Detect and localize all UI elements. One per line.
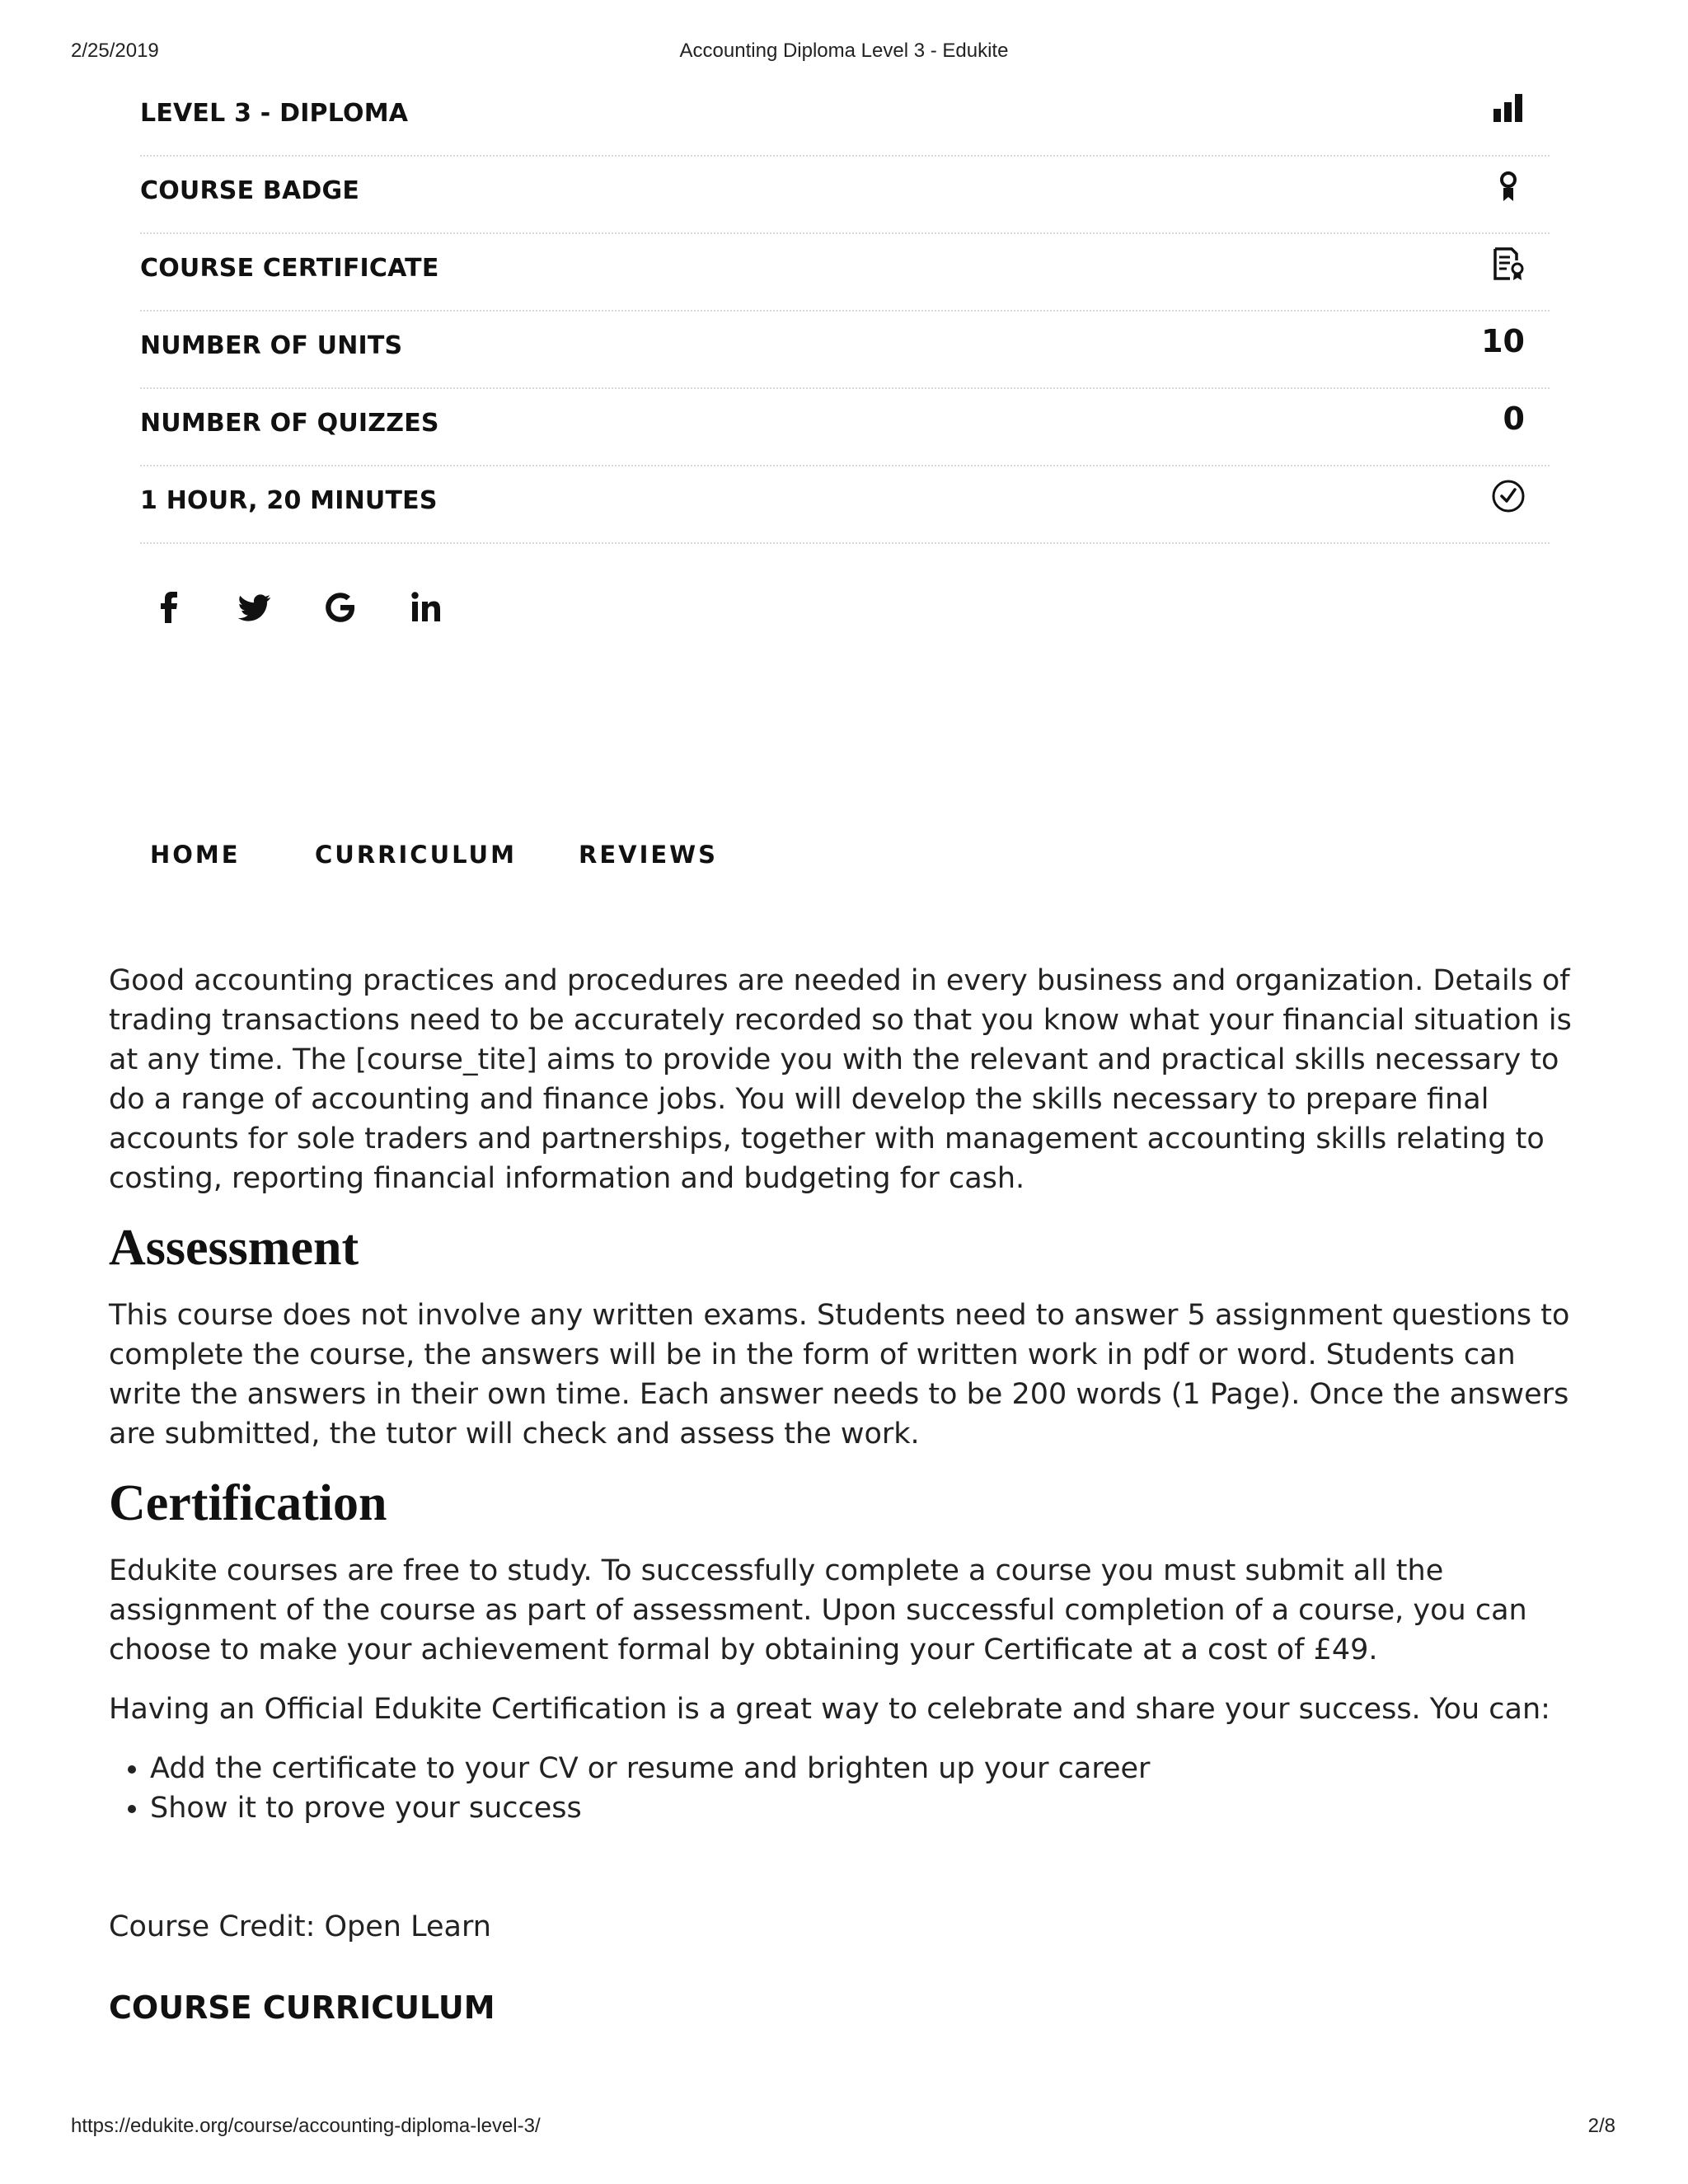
course-level-label: LEVEL 3 - DIPLOMA bbox=[140, 99, 409, 128]
assessment-heading: Assessment bbox=[109, 1220, 359, 1276]
facebook-icon[interactable] bbox=[148, 587, 190, 628]
certification-heading: Certification bbox=[109, 1475, 387, 1531]
number-of-units-value: 10 bbox=[1481, 323, 1525, 359]
course-credit: Course Credit: Open Learn bbox=[109, 1910, 491, 1943]
course-curriculum-heading: COURSE CURRICULUM bbox=[109, 1990, 495, 2026]
tab-curriculum[interactable]: CURRICULUM bbox=[315, 841, 517, 869]
course-description bbox=[109, 961, 1576, 2026]
certification-paragraph-2: Having an Official Edukite Certification is a great way to celebrate and share your success. You can: bbox=[109, 1693, 1550, 1726]
course-duration-label: 1 HOUR, 20 MINUTES bbox=[140, 486, 438, 515]
print-page-title: Accounting Diploma Level 3 - Edukite bbox=[679, 40, 1009, 62]
list-item: • Show it to prove your success bbox=[150, 1788, 1576, 1828]
certification-benefits-list bbox=[109, 1749, 1576, 1828]
course-info-row-level bbox=[140, 79, 1550, 157]
course-info-list bbox=[140, 79, 1550, 544]
course-certificate-label: COURSE CERTIFICATE bbox=[140, 254, 439, 283]
tab-home[interactable]: HOME bbox=[150, 841, 241, 869]
tab-reviews[interactable]: REVIEWS bbox=[579, 841, 719, 869]
assessment-paragraph: This course does not involve any written exams. Students need to answer 5 assignment questions to complete the course, the answers will be in the form of written work in pdf or word. Students can write the answers in their own time. Each answer needs to be 200 words (1 Page). Once the answers are submitted, the tutor will check and assess the work. bbox=[109, 1299, 1570, 1451]
page-url: https://edukite.org/course/accounting-diploma-level-3/ bbox=[71, 2115, 541, 2137]
number-of-quizzes-value: 0 bbox=[1503, 401, 1525, 437]
list-item: • Add the certificate to your CV or resume and brighten up your career bbox=[150, 1749, 1576, 1788]
course-info-row-badge bbox=[140, 157, 1550, 234]
number-of-quizzes-label: NUMBER OF QUIZZES bbox=[140, 409, 439, 438]
intro-paragraph: Good accounting practices and procedures are needed in every business and organization. Details of trading transactions need to be accurately recorded so that you know what your financial situation is at any time. The [course_tite] aims to provide you with the relevant and practical skills necessary to do a range of accounting and finance jobs. You will develop the skills necessary to prepare final accounts for sole traders and partnerships, together with management accounting skills relating to costing, reporting financial information and budgeting for cash. bbox=[109, 964, 1572, 1195]
course-info-row-quizzes bbox=[140, 389, 1550, 466]
number-of-units-label: NUMBER OF UNITS bbox=[140, 331, 403, 360]
certificate-icon bbox=[1490, 246, 1526, 282]
course-info-row-certificate bbox=[140, 234, 1550, 312]
print-header bbox=[0, 40, 1688, 68]
twitter-icon[interactable] bbox=[234, 587, 275, 628]
page-number: 2/8 bbox=[1587, 2115, 1615, 2137]
badge-icon bbox=[1490, 168, 1526, 204]
course-badge-label: COURSE BADGE bbox=[140, 176, 360, 205]
google-icon[interactable] bbox=[320, 587, 361, 628]
print-date: 2/25/2019 bbox=[71, 40, 159, 62]
course-info-row-units bbox=[140, 312, 1550, 389]
print-footer bbox=[0, 2115, 1688, 2143]
certification-paragraph: Edukite courses are free to study. To successfully complete a course you must submit all the assignment of the course as part of assessment. Upon successful completion of a course, you can choose to make your achievement formal by obtaining your Certificate at a cost of £49. bbox=[109, 1554, 1527, 1666]
bar-chart-icon bbox=[1490, 91, 1526, 127]
course-info-row-duration bbox=[140, 466, 1550, 544]
clock-check-icon bbox=[1490, 478, 1526, 514]
linkedin-icon[interactable] bbox=[406, 587, 447, 628]
